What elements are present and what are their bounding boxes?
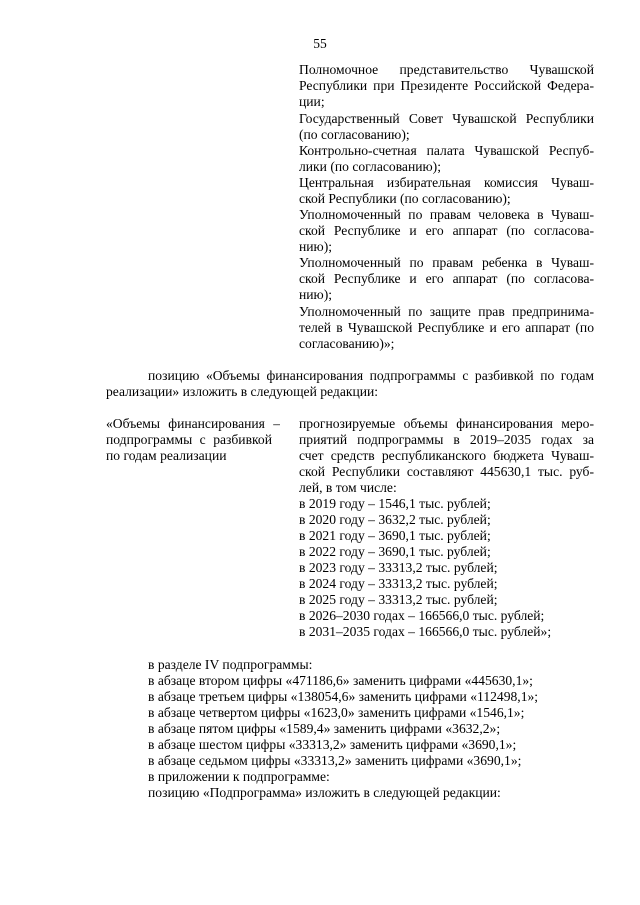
year-amount-line: в 2026–2030 годах – 166566,0 тыс. рублей;	[299, 608, 545, 623]
year-amount-line: в 2031–2035 годах – 166566,0 тыс. рублей»;	[299, 624, 552, 639]
page-number: 55	[313, 36, 327, 51]
instruction-line: реализации» изложить в следующей редакции:	[106, 384, 379, 399]
org-list-line: Уполномоченный по защите прав предпринима-	[299, 304, 594, 319]
amendment-line: в абзаце шестом цифры «33313,2» заменить цифрами «3690,1»;	[148, 737, 517, 752]
year-amount-line: в 2023 году – 33313,2 тыс. рублей;	[299, 560, 498, 575]
org-list-line: ской Республике и его аппарат (по согласова-	[299, 271, 594, 286]
org-list-line: нию);	[299, 287, 333, 302]
org-list-line: Контрольно-счетная палата Чувашской Респуб-	[299, 143, 594, 158]
org-list-line: Уполномоченный по правам ребенка в Чуваш-	[299, 255, 594, 270]
position-label-line: подпрограммы с разбивкой	[106, 432, 272, 447]
org-list-line: Государственный Совет Чувашской Республики	[299, 111, 594, 126]
amendment-line: в приложении к подпрограмме:	[148, 769, 330, 784]
position-value-line: прогнозируемые объемы финансирования меро-	[299, 416, 594, 431]
amendment-line: в разделе IV подпрограммы:	[148, 657, 313, 672]
position-value-line: приятий подпрограммы в 2019–2035 годах за	[299, 432, 594, 447]
position-value-line: счет средств республиканского бюджета Чуваш-	[299, 448, 594, 463]
position-label-line: «Объемы финансирования –	[106, 416, 280, 431]
org-list-line: ской Республики (по согласованию);	[299, 191, 511, 206]
amendment-line: в абзаце пятом цифры «1589,4» заменить цифрами «3632,2»;	[148, 721, 501, 736]
position-value-line: ской Республики составляют 445630,1 тыс. руб-	[299, 464, 594, 479]
org-list-line: Центральная избирательная комиссия Чуваш-	[299, 175, 594, 190]
year-amount-line: в 2021 году – 3690,1 тыс. рублей;	[299, 528, 491, 543]
org-list-line: согласованию)»;	[299, 336, 395, 351]
org-list-line: лики (по согласованию);	[299, 159, 441, 174]
org-list-line: Полномочное представительство Чувашской	[299, 62, 594, 77]
amendment-line: в абзаце третьем цифры «138054,6» заменить цифрами «112498,1»;	[148, 689, 539, 704]
org-list-line: Республики при Президенте Российской Федера-	[299, 78, 594, 93]
amendment-line: позицию «Подпрограмма» изложить в следующей редакции:	[148, 785, 501, 800]
org-list-line: ции;	[299, 94, 325, 109]
year-amount-line: в 2019 году – 1546,1 тыс. рублей;	[299, 496, 491, 511]
year-amount-line: в 2022 году – 3690,1 тыс. рублей;	[299, 544, 491, 559]
org-list-line: телей в Чувашской Республике и его аппарат (по	[299, 320, 594, 335]
org-list-line: ской Республике и его аппарат (по согласова-	[299, 223, 594, 238]
amendment-line: в абзаце седьмом цифры «33313,2» заменить цифрами «3690,1»;	[148, 753, 522, 768]
instruction-line: позицию «Объемы финансирования подпрограммы с разбивкой по годам	[148, 368, 594, 383]
org-list-line: (по согласованию);	[299, 127, 410, 142]
amendment-line: в абзаце втором цифры «471186,6» заменить цифрами «445630,1»;	[148, 673, 533, 688]
position-value-line: лей, в том числе:	[299, 480, 397, 495]
amendment-line: в абзаце четвертом цифры «1623,0» заменить цифрами «1546,1»;	[148, 705, 525, 720]
org-list-line: Уполномоченный по правам человека в Чуваш-	[299, 207, 594, 222]
org-list-line: нию);	[299, 239, 333, 254]
year-amount-line: в 2024 году – 33313,2 тыс. рублей;	[299, 576, 498, 591]
year-amount-line: в 2020 году – 3632,2 тыс. рублей;	[299, 512, 491, 527]
position-label-line: по годам реализации	[106, 448, 227, 463]
year-amount-line: в 2025 году – 33313,2 тыс. рублей;	[299, 592, 498, 607]
